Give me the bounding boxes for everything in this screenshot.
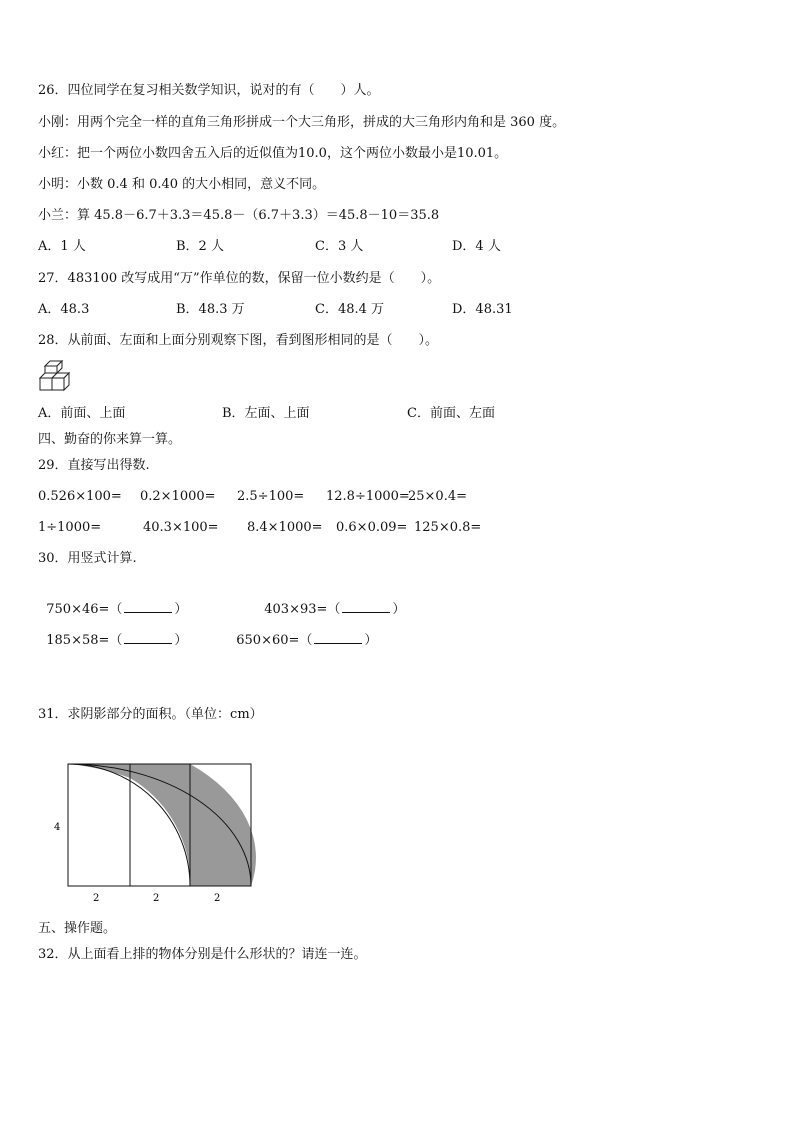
close-paren: ） <box>392 602 406 617</box>
q27-option-c: C．48.4 万 <box>315 302 385 317</box>
q32-stem: 32．从上面看上排的物体分别是什么形状的？请连一连。 <box>38 947 367 962</box>
width-label-2: 2 <box>153 893 160 904</box>
section-4-title: 四、勤奋的你来算一算。 <box>38 432 182 447</box>
q27-stem: 27．483100 改写成用“万”作单位的数，保留一位小数约是（ ）。 <box>38 271 441 286</box>
q29-item-6: 1÷1000= <box>38 520 102 535</box>
q30-item-3 <box>38 613 187 650</box>
q30-item-4-expr: 650×60=（ <box>236 633 313 648</box>
height-label: 4 <box>54 822 61 833</box>
q29-item-4: 12.8÷1000= <box>326 489 410 504</box>
close-paren: ） <box>364 633 378 648</box>
q30-item-3-expr: 185×58=（ <box>46 633 123 648</box>
answer-blank[interactable] <box>124 600 172 613</box>
q30-item-2-expr: 403×93=（ <box>264 602 341 617</box>
q29-item-5: 25×0.4= <box>408 489 468 504</box>
q26-statement-3: 小明：小数 0.4 和 0.40 的大小相同，意义不同。 <box>38 177 326 192</box>
q27-option-d: D．48.31 <box>452 302 513 317</box>
q29-item-3: 2.5÷100= <box>237 489 305 504</box>
answer-blank[interactable] <box>124 631 172 644</box>
q29-item-2: 0.2×1000= <box>140 489 216 504</box>
q31-figure <box>48 758 268 912</box>
q28-option-b: B．左面、上面 <box>222 406 310 421</box>
q30-item-4 <box>228 613 377 650</box>
cube-stack-icon <box>38 360 76 396</box>
q29-stem: 29．直接写出得数. <box>38 458 150 473</box>
q30-item-1-expr: 750×46=（ <box>46 602 123 617</box>
q29-item-1: 0.526×100= <box>38 489 122 504</box>
q27-option-a: A．48.3 <box>38 302 90 317</box>
q26-statement-2: 小红：把一个两位小数四舍五入后的近似值为10.0，这个两位小数最小是10.01。 <box>38 146 508 161</box>
q29-item-10: 125×0.8= <box>414 520 482 535</box>
width-label-1: 2 <box>93 893 100 904</box>
close-paren: ） <box>174 602 188 617</box>
width-label-3: 2 <box>214 893 221 904</box>
q27-option-b: B．48.3 万 <box>176 302 245 317</box>
q26-statement-1: 小刚：用两个完全一样的直角三角形拼成一个大三角形，拼成的大三角形内角和是 360 度。 <box>38 115 566 130</box>
q26-option-b: B．2 人 <box>176 239 224 254</box>
answer-blank[interactable] <box>314 631 362 644</box>
q30-stem: 30．用竖式计算. <box>38 551 137 566</box>
section-5-title: 五、操作题。 <box>38 921 117 936</box>
q26-statement-4: 小兰：算 45.8－6.7＋3.3＝45.8－（6.7＋3.3）＝45.8－10＝35.8 <box>38 208 440 223</box>
shaded-region-3 <box>190 764 256 886</box>
q28-option-a: A．前面、上面 <box>38 406 126 421</box>
q28-option-c: C．前面、左面 <box>407 406 495 421</box>
q29-item-9: 0.6×0.09= <box>336 520 408 535</box>
q26-option-c: C．3 人 <box>315 239 364 254</box>
q29-item-7: 40.3×100= <box>143 520 219 535</box>
close-paren: ） <box>174 633 188 648</box>
answer-blank[interactable] <box>342 600 390 613</box>
q26-stem: 26．四位同学在复习相关数学知识，说对的有（ ）人。 <box>38 83 380 98</box>
q28-stem: 28．从前面、左面和上面分别观察下图，看到图形相同的是（ ）。 <box>38 333 439 348</box>
q26-option-a: A．1 人 <box>38 239 86 254</box>
q29-item-8: 8.4×1000= <box>247 520 323 535</box>
q31-stem: 31．求阴影部分的面积。（单位：cm） <box>38 707 263 722</box>
q26-option-d: D．4 人 <box>452 239 501 254</box>
